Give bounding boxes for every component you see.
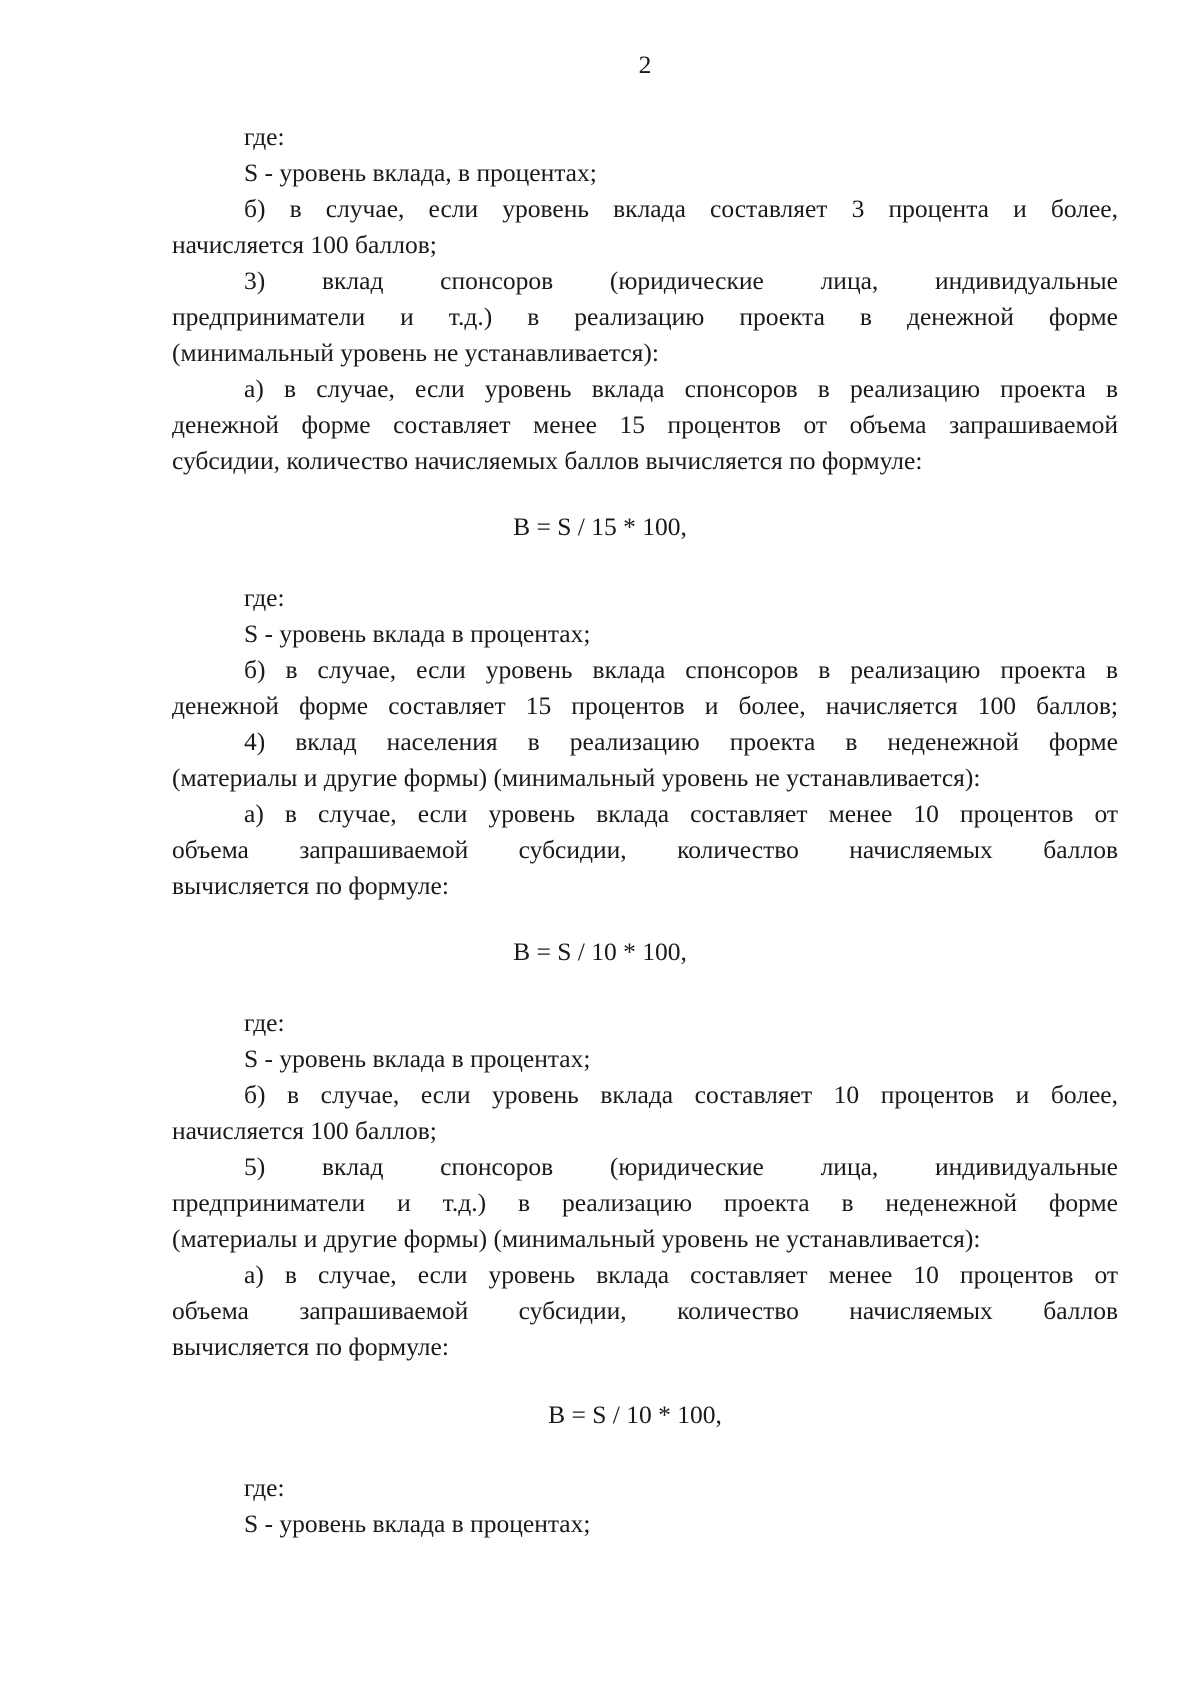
text-line: (материалы и другие формы) (минимальный уровень не устанавливается): xyxy=(172,1224,981,1253)
text-line: начисляется 100 баллов; xyxy=(172,1116,437,1145)
text-line: где: xyxy=(244,1473,285,1502)
text-line: S - уровень вклада в процентах; xyxy=(244,619,591,648)
text-line: S - уровень вклада в процентах; xyxy=(244,1509,591,1538)
text-line: объема запрашиваемой субсидии, количество начисляемых баллов xyxy=(172,835,1118,864)
text-line: начисляется 100 баллов; xyxy=(172,230,437,259)
text-line: предприниматели и т.д.) в реализацию проекта в денежной форме xyxy=(172,302,1118,331)
text-line: где: xyxy=(244,1008,285,1037)
text-line: 3) вклад спонсоров (юридические лица, индивидуальные xyxy=(244,266,1118,295)
text-line: (минимальный уровень не устанавливается): xyxy=(172,338,659,367)
text-line: а) в случае, если уровень вклада спонсоров в реализацию проекта в xyxy=(244,374,1118,403)
formula: B = S / 15 * 100, xyxy=(513,512,687,541)
page-number: 2 xyxy=(638,50,652,79)
formula: B = S / 10 * 100, xyxy=(548,1400,722,1429)
text-line: вычисляется по формуле: xyxy=(172,1332,449,1361)
text-line: (материалы и другие формы) (минимальный уровень не устанавливается): xyxy=(172,763,981,792)
text-line: где: xyxy=(244,122,285,151)
text-line: субсидии, количество начисляемых баллов вычисляется по формуле: xyxy=(172,446,923,475)
text-line: б) в случае, если уровень вклада спонсоров в реализацию проекта в xyxy=(244,655,1118,684)
text-line: предприниматели и т.д.) в реализацию проекта в неденежной форме xyxy=(172,1188,1118,1217)
text-line: а) в случае, если уровень вклада составляет менее 10 процентов от xyxy=(244,1260,1118,1289)
text-line: 4) вклад населения в реализацию проекта в неденежной форме xyxy=(244,727,1118,756)
text-line: где: xyxy=(244,583,285,612)
text-line: S - уровень вклада, в процентах; xyxy=(244,158,597,187)
text-line: S - уровень вклада в процентах; xyxy=(244,1044,591,1073)
text-line: б) в случае, если уровень вклада составляет 10 процентов и более, xyxy=(244,1080,1118,1109)
formula: B = S / 10 * 100, xyxy=(513,937,687,966)
text-line: 5) вклад спонсоров (юридические лица, индивидуальные xyxy=(244,1152,1118,1181)
text-line: вычисляется по формуле: xyxy=(172,871,449,900)
text-line: денежной форме составляет 15 процентов и более, начисляется 100 баллов; xyxy=(172,691,1118,720)
text-line: денежной форме составляет менее 15 процентов от объема запрашиваемой xyxy=(172,410,1118,439)
text-line: объема запрашиваемой субсидии, количество начисляемых баллов xyxy=(172,1296,1118,1325)
text-line: а) в случае, если уровень вклада составляет менее 10 процентов от xyxy=(244,799,1118,828)
text-line: б) в случае, если уровень вклада составляет 3 процента и более, xyxy=(244,194,1118,223)
